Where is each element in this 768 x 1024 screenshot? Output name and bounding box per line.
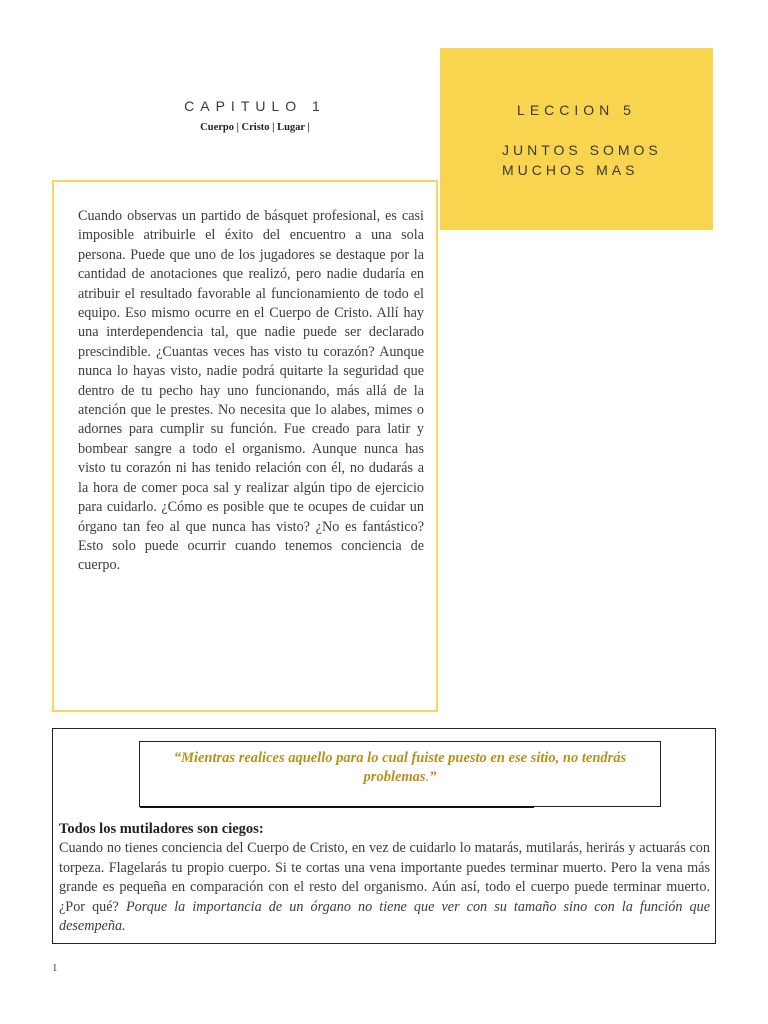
quote-box [139,741,661,807]
section-body [59,839,710,937]
main-text: Cuando observas un partido de básquet profesional, es casi imposible atribuirle el éxito del encuentro a una sola persona. Puede que uno de los jugadores se destaque por la cantidad de anotaciones que realizó, pero nadie dudaría en atribuir el resultado favorable al funcionamiento de todo el equipo. Eso mismo ocurre en el Cuerpo de Cristo. Allí hay una interdependencia tal, que nadie puede ser declarado prescindible. ¿Cuantas veces has visto tu corazón? Aunque nunca lo hayas visto, nadie podrá quitarte la seguridad que dentro de tu pecho hay uno funcionando, más allá de la atención que le prestes. No necesita que lo alabes, mimes o adornes para cumplir su función. Fue creado para latir y bombear sangre a todo el organismo. Aunque nunca has visto tu corazón ni has tenido relación con él, no dudarás a la hora de comer poca sal y realizar algún tipo de ejercicio para cuidarlo. ¿Cómo es posible que te ocupes de cuidar un órgano tan feo al que nunca has visto? ¿No es fantástico? Esto solo puede ocurrir cuando tenemos conciencia de cuerpo. [78,208,424,574]
bottom-section-box [52,728,716,944]
quote-close-mark: ” [429,769,437,785]
section-body-italic: Porque la importancia de un órgano no tiene que ver con su tamaño sino con la función que desempeña. [59,898,711,934]
quote-text [150,749,650,787]
page-number: 1 [52,962,58,974]
chapter-title: CAPITULO 1 [184,98,326,114]
quote-underline [140,806,534,808]
chapter-header [150,98,360,133]
section-body-text: Cuando no tienes conciencia del Cuerpo de Cristo, en vez de cuidarlo lo matarás, mutilarás, herirás y actuarás con torpeza. Flagelarás tu propio cuerpo. Si te cortas una vena importante puedes terminar muerto. Pero la vena más grande es pequeña en comparación con el resto del organismo. Aún así, todo el cuerpo puede terminar muerto. ¿Por qué? [59,840,710,915]
section-heading: Todos los mutiladores son ciegos: [59,821,264,837]
quote-end-punct: . [425,769,430,785]
lesson-subtitle: JUNTOS SOMOS MUCHOS MAS [502,142,662,178]
quote-body: Mientras realices aquello para lo cual fuiste puesto en ese sitio, no tendrás problemas [181,750,627,785]
lesson-box [440,48,713,230]
chapter-subtitle: Cuerpo | Cristo | Lugar | [200,122,310,133]
main-text-box [52,180,438,712]
quote-open-mark: “ [173,750,182,766]
lesson-title: LECCION 5 [517,102,636,118]
